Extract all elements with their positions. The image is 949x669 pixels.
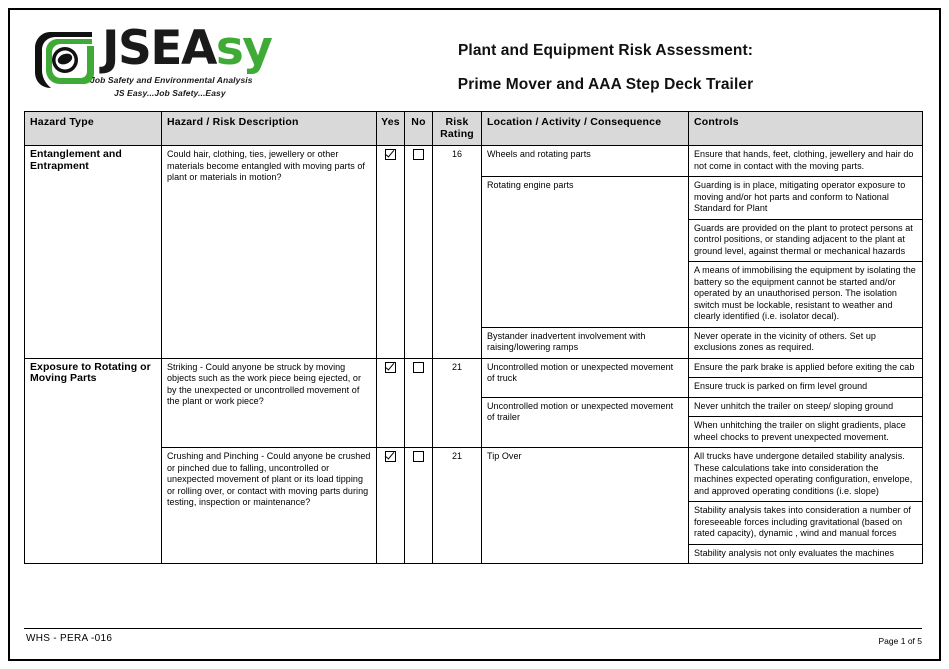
control-cell: Ensure truck is parked on firm level ground bbox=[689, 378, 923, 398]
hazard-type-cell: Exposure to Rotating or Moving Parts bbox=[25, 358, 162, 564]
logo-tagline-secondary: JS Easy...Job Safety...Easy bbox=[114, 88, 226, 98]
yes-checkbox-cell[interactable] bbox=[377, 358, 405, 448]
col-header-risk-rating bbox=[433, 112, 482, 146]
risk-assessment-table bbox=[24, 111, 923, 564]
control-cell: A means of immobilising the equipment by isolating the battery so the equipment cannot be started and/or operated by an unauthorised person. The isolation switch must be lockable, resistant to weather and clearly identified (i.e. isolator decal). bbox=[689, 262, 923, 328]
jseasy-spiral-icon bbox=[32, 26, 98, 92]
col-header-controls: Controls bbox=[689, 112, 923, 146]
col-header-no: No bbox=[405, 112, 433, 146]
risk-rating-cell: 16 bbox=[433, 146, 482, 359]
control-cell: Never unhitch the trailer on steep/ sloping ground bbox=[689, 397, 923, 417]
page-title-line-2: Prime Mover and AAA Step Deck Trailer bbox=[457, 76, 754, 93]
no-checkbox-cell[interactable] bbox=[405, 448, 433, 564]
logo-wordmark bbox=[102, 21, 272, 76]
logo-word-black: JSEA bbox=[102, 21, 216, 76]
no-checkbox-cell[interactable] bbox=[405, 358, 433, 448]
logo-tagline-primary: Job Safety and Environmental Analysis bbox=[90, 75, 253, 85]
hazard-description-cell: Striking - Could anyone be struck by moving objects such as the work piece being ejected, or by the unexpected or uncontrolled movement of the plant or work piece? bbox=[162, 358, 377, 448]
jseasy-logo bbox=[14, 14, 276, 100]
risk-rating-cell: 21 bbox=[433, 358, 482, 448]
table-header-row bbox=[25, 112, 923, 146]
col-header-location: Location / Activity / Consequence bbox=[482, 112, 689, 146]
control-cell: Stability analysis not only evaluates the machines bbox=[689, 544, 923, 564]
control-cell: Never operate in the vicinity of others. Set up exclusions zones as required. bbox=[689, 327, 923, 358]
risk-assessment-table-wrapper bbox=[24, 111, 922, 564]
no-checkbox[interactable] bbox=[413, 362, 424, 373]
footer-divider bbox=[24, 628, 922, 629]
hazard-description-cell: Could hair, clothing, ties, jewellery or other materials become entangled with moving parts of plant or materials in motion? bbox=[162, 146, 377, 359]
yes-checkbox[interactable] bbox=[385, 149, 396, 160]
location-cell: Tip Over bbox=[482, 448, 689, 564]
yes-checkbox-cell[interactable] bbox=[377, 146, 405, 359]
document-header bbox=[14, 14, 935, 102]
table-row bbox=[25, 358, 923, 378]
location-cell: Bystander inadvertent involvement with raising/lowering ramps bbox=[482, 327, 689, 358]
hazard-type-cell: Entanglement and Entrapment bbox=[25, 146, 162, 359]
risk-rating-cell: 21 bbox=[433, 448, 482, 564]
yes-checkbox[interactable] bbox=[385, 362, 396, 373]
no-checkbox[interactable] bbox=[413, 149, 424, 160]
location-cell: Wheels and rotating parts bbox=[482, 146, 689, 177]
col-header-hazard-type: Hazard Type bbox=[25, 112, 162, 146]
no-checkbox-cell[interactable] bbox=[405, 146, 433, 359]
hazard-description-cell: Crushing and Pinching - Could anyone be crushed or pinched due to falling, uncontrolled or unexpected movement of plant or its load tipping or rolling over, or contact with moving parts during testing, inspection or maintenance? bbox=[162, 448, 377, 564]
control-cell: Guards are provided on the plant to protect persons at control positions, or standing adjacent to the plant at ground level, against thermal or mechanical hazards bbox=[689, 219, 923, 262]
yes-checkbox-cell[interactable] bbox=[377, 448, 405, 564]
location-cell: Rotating engine parts bbox=[482, 177, 689, 328]
control-cell: Stability analysis takes into consideration a number of foreseeable forces including gravitational (based on rated capacity), dynamic , wind and manual forces bbox=[689, 502, 923, 545]
footer-reference: WHS - PERA -016 bbox=[26, 633, 113, 644]
no-checkbox[interactable] bbox=[413, 451, 424, 462]
control-cell: Ensure the park brake is applied before exiting the cab bbox=[689, 358, 923, 378]
control-cell: When unhitching the trailer on slight gradients, place wheel chocks to prevent unexpected movement. bbox=[689, 417, 923, 448]
location-cell: Uncontrolled motion or unexpected movement of truck bbox=[482, 358, 689, 397]
yes-checkbox[interactable] bbox=[385, 451, 396, 462]
col-header-risk-rating-line-2: Rating bbox=[440, 128, 474, 140]
footer-page-number: Page 1 of 5 bbox=[878, 636, 922, 646]
logo-word-green: sy bbox=[215, 21, 272, 76]
control-cell: All trucks have undergone detailed stability analysis. These calculations take into consideration the machines expected operating configuration, envelope, and approved operating conditions (i.e. slope) bbox=[689, 448, 923, 502]
document-title bbox=[276, 14, 935, 102]
col-header-yes: Yes bbox=[377, 112, 405, 146]
control-cell: Guarding is in place, mitigating operator exposure to moving and/or hot parts and conform to National Standard for Plant bbox=[689, 177, 923, 220]
page-title-line-1: Plant and Equipment Risk Assessment: bbox=[457, 42, 753, 59]
col-header-hazard-description: Hazard / Risk Description bbox=[162, 112, 377, 146]
col-header-risk-rating-line-1: Risk bbox=[445, 116, 469, 128]
table-row bbox=[25, 146, 923, 177]
control-cell: Ensure that hands, feet, clothing, jewellery and hair do not come in contact with the moving parts. bbox=[689, 146, 923, 177]
location-cell: Uncontrolled motion or unexpected movement of trailer bbox=[482, 397, 689, 448]
